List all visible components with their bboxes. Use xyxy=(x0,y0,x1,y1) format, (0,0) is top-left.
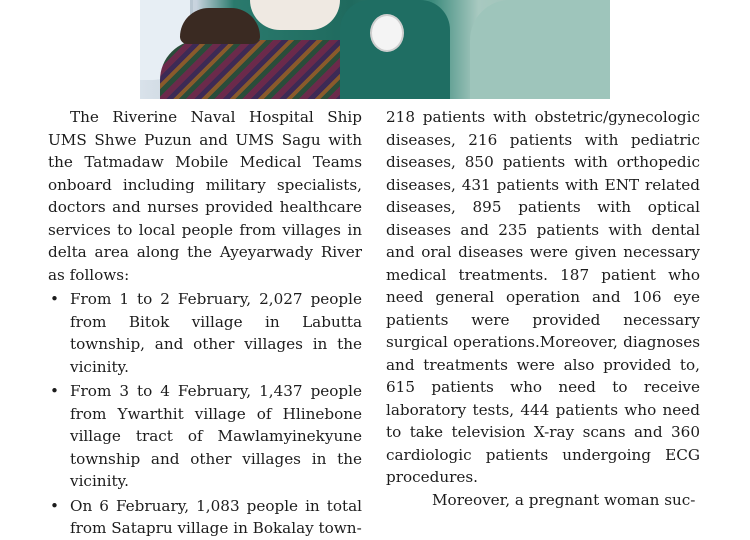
surgeon-figure-right xyxy=(470,0,610,99)
medical-team-photo xyxy=(140,0,610,99)
bullet-text: On 6 February, 1,083 people in total from Satapru village in Bokalay town- xyxy=(70,496,362,537)
bullet-list xyxy=(48,288,362,540)
list-item xyxy=(48,380,362,493)
bullet-text: From 3 to 4 February, 1,437 people from Ywarthit village of Hlinebone village tract of Mawlamyinekyune township and other villages in the vicinity. xyxy=(70,382,362,490)
treatment-paragraph: 218 patients with obstetric/gynecologic diseases, 216 patients with pediatric diseases, 850 patients with orthopedic diseases, 431 patients with ENT related diseases, 895 patients with optical diseases and 235 patients with dental and oral diseases were given necessary medical treatments. 187 patient who need general operation and 106 eye patients were provided necessary surgical operations.Moreover, diagnoses and treatments were also provided to, 615 patients who need to receive laboratory tests, 444 patients who need to take television X-ray scans and 360 cardiologic patients undergoing ECG procedures. xyxy=(386,108,700,486)
head-mirror xyxy=(370,14,404,52)
left-column xyxy=(48,106,362,540)
bullet-icon: • xyxy=(50,496,59,515)
list-item xyxy=(48,495,362,540)
bullet-text: From 1 to 2 February, 2,027 people from Bitok village in Labutta township, and other villages in the vicinity. xyxy=(70,290,362,376)
bullet-icon: • xyxy=(50,290,59,308)
bullet-icon: • xyxy=(50,382,59,400)
continuation-paragraph: Moreover, a pregnant woman suc- xyxy=(432,490,696,509)
intro-paragraph: The Riverine Naval Hospital Ship UMS Shwe Puzun and UMS Sagu with the Tatmadaw Mobile Medical Teams onboard including military specialists, doctors and nurses provided healthcare services to local people from villages in delta area along the Ayeyarwady River as follows: xyxy=(48,108,362,284)
patient-figure xyxy=(180,8,260,44)
list-item xyxy=(48,288,362,378)
right-column xyxy=(386,106,700,511)
